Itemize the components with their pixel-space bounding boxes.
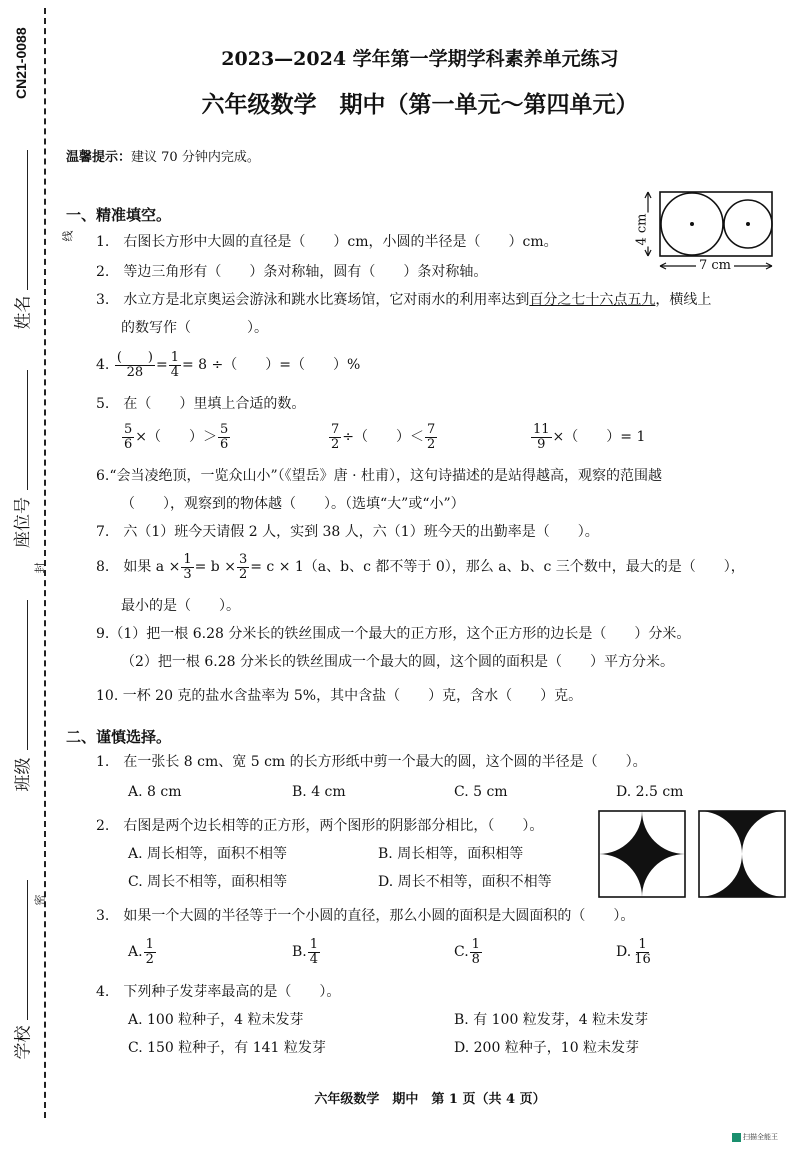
section1-heading: 一、精准填空。	[66, 206, 172, 224]
s2-q1-opt-b: B. 4 cm	[292, 784, 346, 800]
s1-q5-item-b	[328, 422, 438, 452]
s2-q4-opt-b: B. 有 100 粒发芽，4 粒未发芽	[454, 1012, 649, 1028]
frac-den: 2	[145, 951, 154, 967]
frac-den: 3	[183, 566, 192, 582]
tip-text: 建议 70 分钟内完成。	[131, 150, 260, 165]
s1-q5-item-c	[530, 422, 645, 452]
frac	[470, 938, 482, 967]
s1-q10: 10. 一杯 20 克的盐水含盐率为 5%，其中含盐（ ）克，含水（ ）克。	[96, 688, 583, 704]
frac-num: 1	[471, 936, 480, 952]
s2-q1-opt-d: D. 2.5 cm	[616, 784, 684, 800]
s2-q4: 4. 下列种子发芽率最高的是（ ）。	[96, 984, 341, 1000]
frac-num: 5	[220, 421, 229, 437]
side-seat-line	[27, 370, 28, 490]
page-subtitle: 六年级数学 期中（第一单元～第四单元）	[201, 91, 639, 118]
frac	[425, 423, 437, 452]
s1-q5c-mid: ×（ ）= 1	[552, 429, 646, 445]
opt-label: D.	[616, 944, 632, 960]
opt-label: B.	[292, 944, 307, 960]
frac-num: 3	[238, 551, 248, 567]
s2-q4-opt-c: C. 150 粒种子，有 141 粒发芽	[128, 1040, 326, 1056]
s2-q3-opt-d	[616, 936, 654, 968]
frac	[531, 423, 552, 452]
s2-q2-opt-a: A. 周长相等，面积不相等	[128, 846, 288, 862]
frac-den: 2	[427, 436, 436, 452]
tip-label: 温馨提示：	[66, 150, 132, 165]
s1-q5-item-a	[121, 422, 231, 452]
frac-num: 1	[145, 936, 154, 952]
frac-den: 8	[471, 951, 480, 967]
s2-q3: 3. 如果一个大圆的半径等于一个小圆的直径，那么小圆的面积是大圆面积的（ ）。	[96, 908, 635, 924]
s1-q8-b: = b ×	[194, 559, 236, 575]
frac-den: 6	[220, 436, 229, 452]
s1-q3-cont: 的数写作（ ）。	[121, 320, 268, 336]
s1-q8	[96, 552, 745, 582]
scanner-stamp	[732, 1132, 778, 1142]
frac-num: 1	[638, 936, 647, 952]
frac	[144, 938, 156, 967]
s2-q4-opt-d: D. 200 粒种子，10 粒未发芽	[454, 1040, 640, 1056]
s2-q3-opt-b	[292, 936, 321, 968]
s1-q5a-mid: ×（ ）＞	[135, 429, 218, 445]
s1-q4-rest: = 8 ÷（ ）=（ ）%	[181, 357, 361, 373]
frac	[308, 938, 320, 967]
frac-num: 7	[427, 421, 436, 437]
s1-q3-text-b: ，横线上	[655, 292, 712, 308]
s1-q8-cont: 最小的是（ ）。	[121, 598, 240, 614]
figure-height-label: 4 cm	[634, 213, 650, 246]
s1-q4-frac1	[115, 351, 155, 380]
s1-q9-2: （2）把一根 6.28 分米长的铁丝围成一个最大的圆，这个圆的面积是（ ）平方分米。	[121, 654, 674, 670]
s2-q3-opt-c	[454, 936, 483, 968]
s1-q3-underlined: 百分之七十六点五九	[529, 292, 656, 308]
figure-width-label: 7 cm	[696, 258, 734, 273]
side-school-label: 学校	[13, 1025, 34, 1060]
s2-q4-opt-a: A. 100 粒种子，4 粒未发芽	[128, 1012, 304, 1028]
s2-q1: 1. 在一张长 8 cm、宽 5 cm 的长方形纸中剪一个最大的圆，这个圆的半径是（ ）。	[96, 754, 647, 770]
s2-q2-opt-b: B. 周长相等，面积相等	[378, 846, 524, 862]
side-class-line	[27, 600, 28, 750]
s1-q3	[96, 290, 711, 310]
side-mark-secret: 密	[33, 894, 47, 906]
s2-q3-opt-a	[128, 936, 157, 968]
frac-den: 28	[126, 364, 144, 380]
frac	[632, 938, 653, 967]
frac-den: 9	[537, 436, 546, 452]
s1-q7: 7. 六（1）班今天请假 2 人，实到 38 人，六（1）班今天的出勤率是（ ）。	[96, 524, 599, 540]
frac	[237, 553, 249, 582]
frac-den: 6	[124, 436, 133, 452]
shaded-square-figure-2	[698, 810, 786, 898]
frac	[122, 423, 134, 452]
s1-q6: 6.“会当凌绝顶，一览众山小”（《望岳》唐 · 杜甫），这句诗描述的是站得越高，观察的范围越	[96, 468, 663, 484]
frac-num: 7	[331, 421, 340, 437]
s2-q2: 2. 右图是两个边长相等的正方形，两个图形的阴影部分相比，（ ）。	[96, 818, 544, 834]
frac-den: 2	[331, 436, 340, 452]
side-name-label: 姓名	[13, 295, 34, 330]
s1-q5b-mid: ÷（ ）＜	[342, 429, 425, 445]
frac-num: 1	[309, 936, 319, 952]
side-name-line	[27, 150, 28, 290]
frac-num: 5	[124, 421, 133, 437]
scanner-logo-icon	[732, 1133, 741, 1142]
side-mark-line: 线	[61, 230, 75, 242]
opt-label: C.	[454, 944, 469, 960]
s1-q1: 1. 右图长方形中大圆的直径是（ ）cm，小圆的半径是（ ）cm。	[96, 234, 558, 250]
frac-num: 1	[170, 349, 179, 365]
s1-q9-1: 9.（1）把一根 6.28 分米长的铁丝围成一个最大的正方形，这个正方形的边长是（ ）分米。	[96, 626, 691, 642]
s1-q4-frac2	[169, 351, 181, 380]
shaded-square-figure-1	[598, 810, 686, 898]
frac-den: 4	[170, 364, 179, 380]
side-school-line	[27, 880, 28, 1020]
frac-den: 4	[309, 951, 319, 967]
s2-q1-opt-a: A. 8 cm	[128, 784, 182, 800]
s1-q8-c: = c × 1（a、b、c 都不等于 0），那么 a、b、c 三个数中，最大的是（ ），	[250, 559, 745, 575]
side-mark-seal: 封	[33, 562, 47, 574]
frac-den: 16	[634, 951, 651, 967]
frac	[181, 553, 193, 582]
tip-line	[66, 146, 260, 165]
s1-q2: 2. 等边三角形有（ ）条对称轴，圆有（ ）条对称轴。	[96, 264, 488, 280]
s1-q5: 5. 在（ ）里填上合适的数。	[96, 396, 306, 412]
side-code: CN21-0088	[13, 27, 29, 99]
scanner-stamp-text: 扫描全能王	[743, 1133, 778, 1141]
frac-num: ( )	[116, 349, 153, 365]
s1-q4-num: 4.	[96, 357, 110, 373]
side-class-label: 班级	[13, 757, 34, 792]
frac-den: 2	[238, 566, 248, 582]
section2-heading: 二、谨慎选择。	[66, 728, 172, 746]
frac-num: 1	[183, 551, 192, 567]
page-title: 2023—2024 学年第一学期学科素养单元练习	[221, 48, 619, 70]
page-footer: 六年级数学 期中 第 1 页（共 4 页）	[314, 1092, 546, 1107]
frac	[329, 423, 341, 452]
s1-q8-a: 8. 如果 a ×	[96, 559, 181, 575]
s1-q3-text-a: 3. 水立方是北京奥运会游泳和跳水比赛场馆，它对雨水的利用率达到	[96, 292, 530, 308]
s1-q4	[96, 350, 360, 380]
s2-q2-opt-d: D. 周长不相等，面积不相等	[378, 874, 552, 890]
s1-q4-eq: =	[155, 357, 168, 373]
frac	[218, 423, 230, 452]
s2-q2-opt-c: C. 周长不相等，面积相等	[128, 874, 288, 890]
s2-q1-opt-c: C. 5 cm	[454, 784, 508, 800]
frac-num: 11	[533, 421, 550, 437]
side-seat-label: 座位号	[13, 497, 33, 548]
opt-label: A.	[128, 944, 143, 960]
s1-q6-cont: （ ），观察到的物体越（ ）。（选填“大”或“小”）	[121, 496, 465, 512]
